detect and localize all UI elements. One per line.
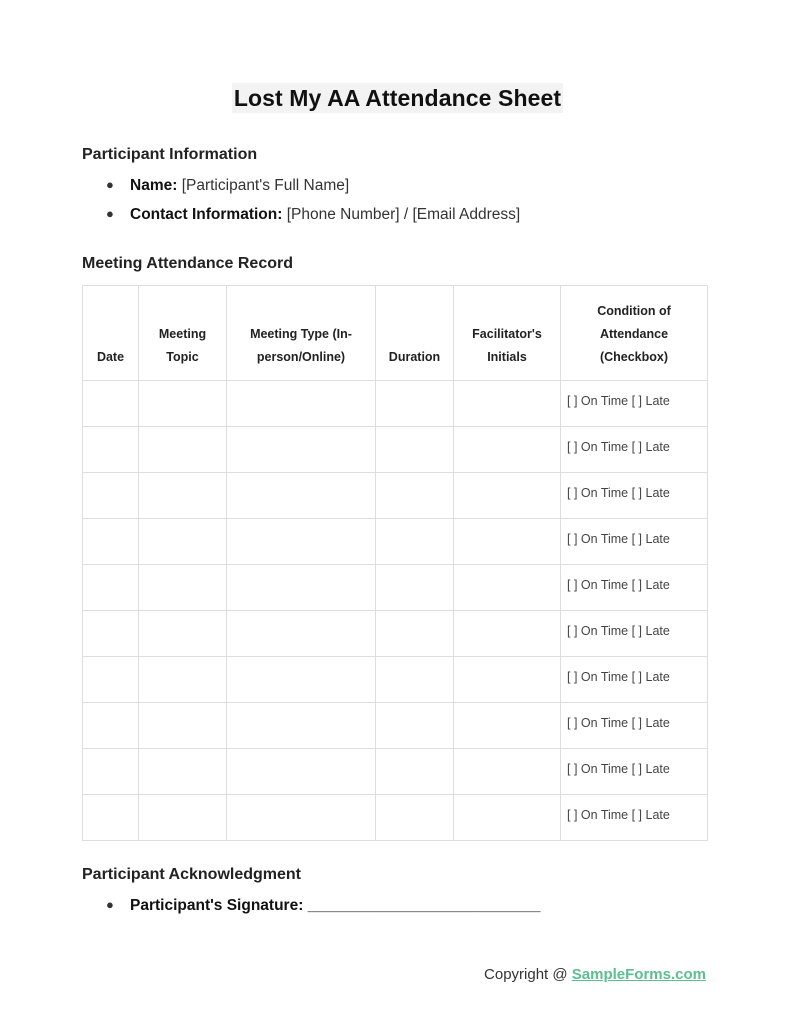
document-title: Lost My AA Attendance Sheet: [233, 85, 562, 111]
column-header-topic: Meeting Topic: [139, 286, 227, 381]
table-row: [83, 795, 708, 841]
participant-info-heading: Participant Information: [82, 146, 258, 163]
initials-cell[interactable]: [454, 657, 561, 703]
table-row: [83, 427, 708, 473]
type-cell[interactable]: [227, 657, 376, 703]
condition-cell[interactable]: [ ] On Time [ ] Late: [561, 473, 708, 519]
column-header-condition: Condition of Attendance (Checkbox): [561, 286, 708, 381]
bullet-icon: ●: [106, 897, 114, 912]
date-cell[interactable]: [83, 703, 139, 749]
brand-link[interactable]: SampleForms.com: [571, 966, 706, 983]
signature-label: Participant's Signature:: [130, 897, 304, 914]
topic-cell[interactable]: [139, 795, 227, 841]
contact-info-value: [Phone Number] / [Email Address]: [286, 206, 521, 223]
duration-cell[interactable]: [376, 657, 454, 703]
column-header-type: Meeting Type (In-person/Online): [227, 286, 376, 381]
duration-cell[interactable]: [376, 611, 454, 657]
date-cell[interactable]: [83, 657, 139, 703]
topic-cell[interactable]: [139, 565, 227, 611]
table-row: [83, 519, 708, 565]
type-cell[interactable]: [227, 565, 376, 611]
duration-cell[interactable]: [376, 427, 454, 473]
initials-cell[interactable]: [454, 427, 561, 473]
duration-cell[interactable]: [376, 703, 454, 749]
column-header-date: Date: [83, 286, 139, 381]
initials-cell[interactable]: [454, 749, 561, 795]
date-cell[interactable]: [83, 795, 139, 841]
table-row: [83, 473, 708, 519]
initials-cell[interactable]: [454, 473, 561, 519]
attendance-heading: Meeting Attendance Record: [82, 255, 293, 272]
signature-item: [106, 897, 540, 915]
contact-info-label: Contact Information:: [130, 206, 283, 223]
copyright-footer: [484, 966, 706, 983]
duration-cell[interactable]: [376, 381, 454, 427]
topic-cell[interactable]: [139, 749, 227, 795]
table-row: [83, 703, 708, 749]
date-cell[interactable]: [83, 519, 139, 565]
duration-cell[interactable]: [376, 519, 454, 565]
bullet-icon: ●: [106, 206, 114, 221]
initials-cell[interactable]: [454, 611, 561, 657]
condition-cell[interactable]: [ ] On Time [ ] Late: [561, 749, 708, 795]
signature-line[interactable]: ___________________________: [307, 897, 541, 914]
table-row: [83, 657, 708, 703]
date-cell[interactable]: [83, 611, 139, 657]
copyright-text: Copyright @: [484, 966, 572, 983]
initials-cell[interactable]: [454, 795, 561, 841]
condition-cell[interactable]: [ ] On Time [ ] Late: [561, 519, 708, 565]
duration-cell[interactable]: [376, 473, 454, 519]
acknowledgment-heading: Participant Acknowledgment: [82, 866, 301, 883]
condition-cell[interactable]: [ ] On Time [ ] Late: [561, 565, 708, 611]
topic-cell[interactable]: [139, 381, 227, 427]
column-header-initials: Facilitator's Initials: [454, 286, 561, 381]
initials-cell[interactable]: [454, 703, 561, 749]
contact-info-item: [106, 206, 520, 224]
date-cell[interactable]: [83, 427, 139, 473]
topic-cell[interactable]: [139, 427, 227, 473]
type-cell[interactable]: [227, 795, 376, 841]
bullet-icon: ●: [106, 177, 114, 192]
table-header-row: [83, 286, 708, 381]
date-cell[interactable]: [83, 473, 139, 519]
initials-cell[interactable]: [454, 519, 561, 565]
duration-cell[interactable]: [376, 795, 454, 841]
type-cell[interactable]: [227, 381, 376, 427]
table-row: [83, 611, 708, 657]
type-cell[interactable]: [227, 427, 376, 473]
type-cell[interactable]: [227, 703, 376, 749]
condition-cell[interactable]: [ ] On Time [ ] Late: [561, 703, 708, 749]
topic-cell[interactable]: [139, 657, 227, 703]
participant-name-item: [106, 177, 349, 195]
type-cell[interactable]: [227, 749, 376, 795]
condition-cell[interactable]: [ ] On Time [ ] Late: [561, 657, 708, 703]
condition-cell[interactable]: [ ] On Time [ ] Late: [561, 611, 708, 657]
type-cell[interactable]: [227, 519, 376, 565]
participant-name-value: [Participant's Full Name]: [181, 177, 350, 194]
attendance-table: [82, 285, 708, 841]
document-title-wrap: [0, 83, 795, 113]
condition-cell[interactable]: [ ] On Time [ ] Late: [561, 381, 708, 427]
column-header-duration: Duration: [376, 286, 454, 381]
topic-cell[interactable]: [139, 519, 227, 565]
duration-cell[interactable]: [376, 565, 454, 611]
condition-cell[interactable]: [ ] On Time [ ] Late: [561, 795, 708, 841]
participant-name-label: Name:: [130, 177, 178, 194]
topic-cell[interactable]: [139, 703, 227, 749]
topic-cell[interactable]: [139, 473, 227, 519]
table-row: [83, 381, 708, 427]
date-cell[interactable]: [83, 381, 139, 427]
initials-cell[interactable]: [454, 565, 561, 611]
initials-cell[interactable]: [454, 381, 561, 427]
table-row: [83, 565, 708, 611]
date-cell[interactable]: [83, 749, 139, 795]
table-row: [83, 749, 708, 795]
topic-cell[interactable]: [139, 611, 227, 657]
type-cell[interactable]: [227, 473, 376, 519]
date-cell[interactable]: [83, 565, 139, 611]
condition-cell[interactable]: [ ] On Time [ ] Late: [561, 427, 708, 473]
type-cell[interactable]: [227, 611, 376, 657]
duration-cell[interactable]: [376, 749, 454, 795]
